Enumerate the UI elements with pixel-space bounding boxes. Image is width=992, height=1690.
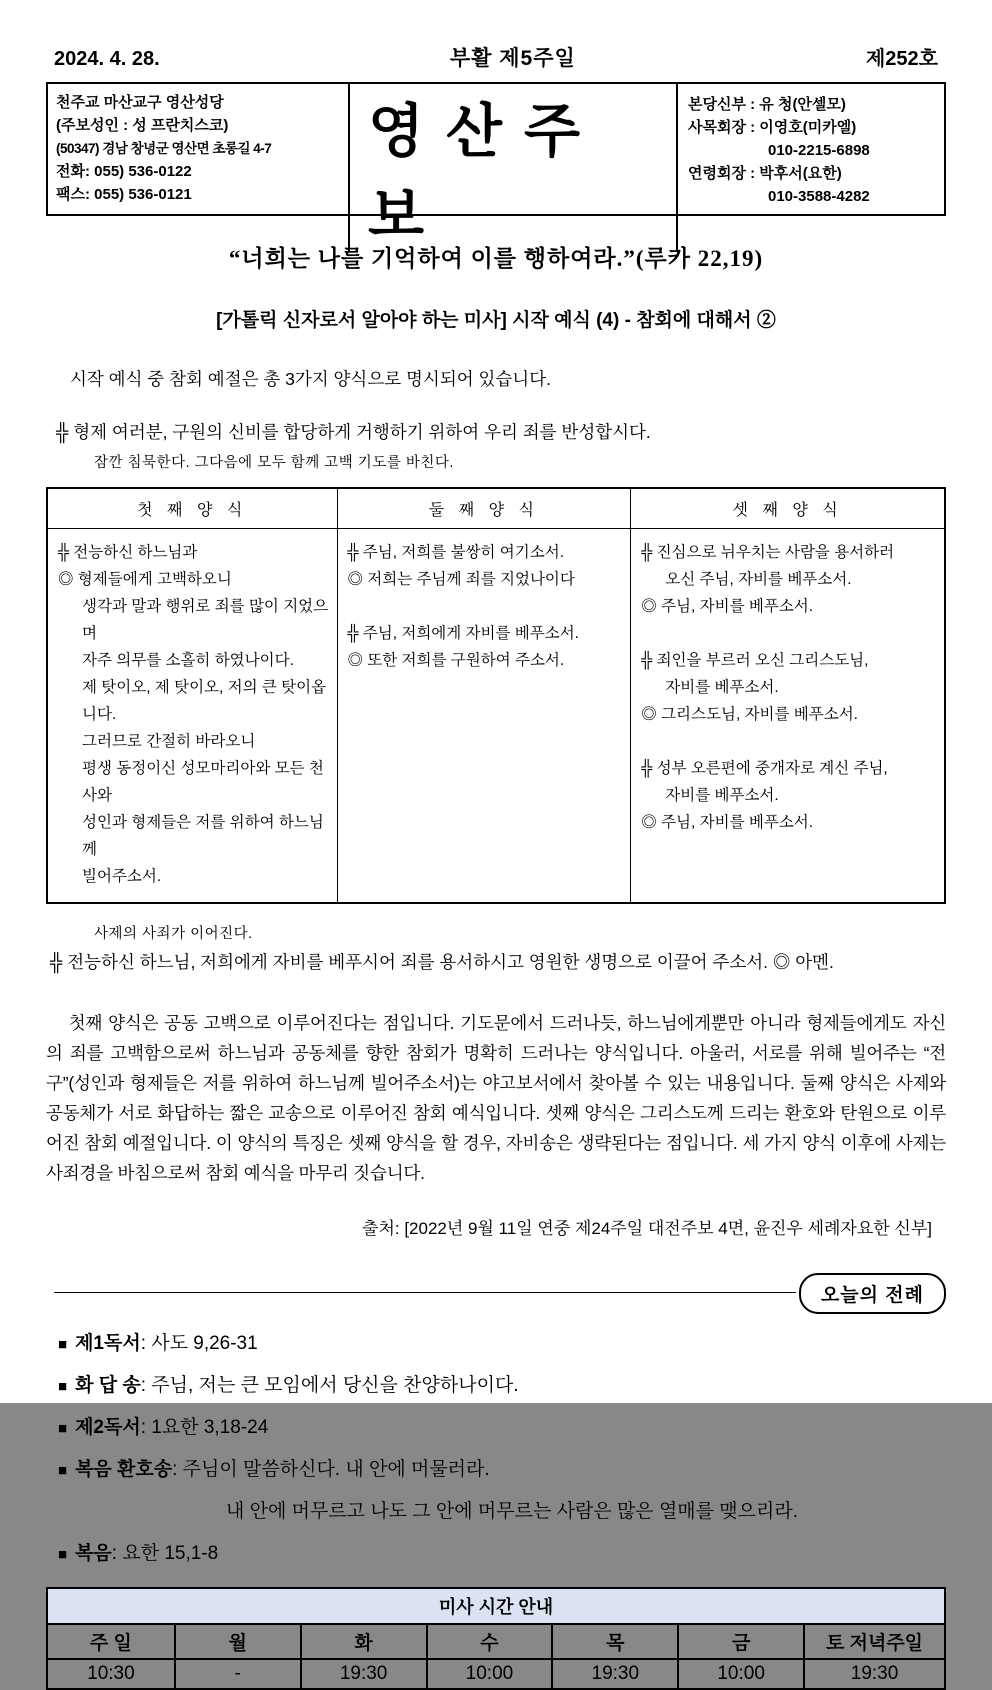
schedule-day: 수	[426, 1625, 552, 1660]
schedule-day: 금	[677, 1625, 803, 1660]
reading-item	[58, 1370, 946, 1397]
schedule-time: 19:30	[300, 1660, 426, 1688]
reading-text: : 사도 9,26-31	[140, 1332, 258, 1354]
prayer-line: ╬ 성부 오른편에 중개자로 계신 주님,	[641, 759, 888, 777]
square-bullet-icon: ■	[58, 1419, 68, 1437]
schedule-day: 월	[174, 1625, 300, 1660]
schedule-day: 토 저녁주일	[803, 1625, 944, 1660]
issue-date: 2024. 4. 28.	[54, 48, 160, 70]
spacer	[348, 593, 625, 620]
church-name: 천주교 마산교구 영산성당	[56, 94, 224, 111]
schedule-time: 10:00	[426, 1660, 552, 1688]
square-bullet-icon: ■	[58, 1377, 68, 1395]
absolution-block	[46, 924, 946, 976]
staff-box	[676, 84, 944, 252]
reading-text: : 요한 15,1-8	[111, 1542, 219, 1564]
form3-header: 셋 째 양 식	[631, 489, 944, 529]
schedule-day: 주 일	[48, 1625, 174, 1660]
pastoral-president-line: 사목회장 : 이영호(미카엘)	[688, 119, 857, 136]
reading-label: 복음 환호송	[75, 1458, 173, 1480]
prayer-line: ◎ 그리스도님, 자비를 베푸소서.	[641, 705, 858, 723]
prayer-line: 생각과 말과 행위로 죄를 많이 지었으며	[82, 597, 329, 642]
readings-list	[46, 1328, 946, 1565]
schedule-day: 화	[300, 1625, 426, 1660]
reading-label: 제2독서	[75, 1416, 141, 1438]
mass-schedule-days-row	[48, 1625, 944, 1660]
prayer-line: ╬ 죄인을 부르러 오신 그리스도님,	[641, 651, 869, 669]
schedule-time: 19:30	[551, 1660, 677, 1688]
prayer-line: 그러므로 간절히 바라오니	[82, 732, 256, 750]
section-divider	[46, 1273, 946, 1313]
mass-schedule-table	[46, 1587, 946, 1690]
reading-item	[58, 1412, 946, 1439]
schedule-time: 19:30	[803, 1660, 944, 1688]
purgatorial-president-phone: 010-3588-4282	[768, 188, 870, 205]
church-address: (50347) 경남 창녕군 영산면 초롱길 4-7	[56, 141, 272, 156]
intro-line: 시작 예식 중 참회 예절은 총 3가지 양식으로 명시되어 있습니다.	[70, 369, 551, 389]
purgatorial-president-line: 연령회장 : 박후서(요한)	[688, 165, 842, 182]
spacer	[641, 620, 938, 647]
prayer-line: ◎ 저희는 주님께 죄를 지었나이다	[347, 570, 575, 588]
reading-text: 내 안에 머무르고 나도 그 안에 머무르는 사람은 많은 열매를 맺으리라.	[226, 1500, 798, 1522]
masthead	[46, 82, 946, 249]
reading-text: : 1요한 3,18-24	[140, 1416, 269, 1438]
prayer-line: ╬ 주님, 저희를 불쌍히 여기소서.	[347, 543, 564, 561]
square-bullet-icon: ■	[58, 1545, 68, 1563]
issue-number: 제252호	[865, 48, 938, 70]
source-citation: 출처: [2022년 9월 11일 연중 제24주일 대전주보 4면, 윤진우 세례자요한 신부]	[362, 1218, 932, 1238]
reading-item	[58, 1538, 946, 1565]
church-info-box	[48, 84, 350, 252]
patron-saint: (주보성인 : 성 프란치스코)	[56, 117, 229, 134]
reading-text: : 주님, 저는 큰 모임에서 당신을 찬양하나이다.	[140, 1374, 519, 1396]
section-badge: 오늘의 전례	[799, 1273, 946, 1314]
pastor-line: 본당신부 : 유 청(안셀모)	[688, 96, 846, 113]
form3-cell	[631, 529, 944, 902]
absolution-prayer: ╬ 전능하신 하느님, 저희에게 자비를 베푸시어 죄를 용서하시고 영원한 생명으로 이끌어 주소서. ◎ 아멘.	[50, 952, 834, 973]
prayer-line: 평생 동정이신 성모마리아와 모든 천사와	[82, 759, 324, 804]
rubric-silence: 잠깐 침묵한다. 그다음에 모두 함께 고백 기도를 바친다.	[94, 455, 454, 472]
form1-header: 첫 째 양 식	[48, 489, 337, 529]
mass-schedule-title: 미사 시간 안내	[48, 1589, 944, 1625]
penitential-forms-table	[46, 487, 946, 904]
reading-label: 복음	[75, 1542, 112, 1564]
prayer-line: ╬ 전능하신 하느님과	[58, 543, 198, 561]
prayer-line: ╬ 진심으로 뉘우치는 사람을 용서하러	[641, 543, 895, 561]
schedule-time: -	[174, 1660, 300, 1688]
prayer-line: ╬ 주님, 저희에게 자비를 베푸소서.	[347, 624, 579, 642]
spacer	[641, 728, 938, 755]
reading-text: : 주님이 말씀하신다. 내 안에 머물러라.	[172, 1458, 490, 1480]
bulletin-title: 영산주보	[368, 97, 603, 249]
scripture-quote: “너희는 나를 기억하여 이를 행하여라.”(루카 22,19)	[228, 246, 764, 271]
square-bullet-icon: ■	[58, 1461, 68, 1479]
prayer-line: 성인과 형제들은 저를 위하여 하느님께	[82, 813, 324, 858]
priest-invitation-line: ╬ 형제 여러분, 구원의 신비를 합당하게 거행하기 위하여 우리 죄를 반성합시다.	[56, 422, 651, 443]
church-fax: 팩스: 055) 536-0121	[56, 186, 192, 203]
reading-item	[58, 1454, 946, 1481]
prayer-line: 제 탓이오, 제 탓이오, 저의 큰 탓이옵니다.	[82, 678, 327, 723]
prayer-line: ◎ 주님, 자비를 베푸소서.	[641, 597, 814, 615]
feast-title: 부활 제5주일	[449, 47, 576, 70]
reading-continuation	[58, 1496, 946, 1523]
reading-label: 화 답 송	[75, 1374, 141, 1396]
pastoral-president-phone: 010-2215-6898	[768, 142, 870, 159]
prayer-line: ◎ 또한 저희를 구원하여 주소서.	[347, 651, 565, 669]
article-intro	[46, 366, 946, 475]
form2-header: 둘 째 양 식	[337, 489, 632, 529]
article-title: [가톨릭 신자로서 알아야 하는 미사] 시작 예식 (4) - 참회에 대해서 ②	[216, 310, 776, 331]
top-strip	[46, 42, 946, 72]
form2-cell	[337, 529, 632, 902]
mass-schedule-times-row	[48, 1660, 944, 1688]
divider-line	[54, 1292, 796, 1293]
prayer-line: 자주 의무를 소홀히 하였나이다.	[82, 651, 294, 669]
prayer-line: 자비를 베푸소서.	[665, 678, 779, 696]
schedule-time: 10:30	[87, 1662, 135, 1684]
rubric-absolution: 사제의 사죄가 이어진다.	[94, 925, 253, 942]
church-phone: 전화: 055) 536-0122	[56, 163, 192, 180]
schedule-time: 10:00	[677, 1660, 803, 1688]
reading-item	[58, 1328, 946, 1355]
prayer-line: 빌어주소서.	[82, 867, 162, 885]
square-bullet-icon: ■	[58, 1335, 68, 1353]
reading-label: 제1독서	[75, 1332, 141, 1354]
prayer-line: 자비를 베푸소서.	[665, 786, 779, 804]
explanation-paragraph: 첫째 양식은 공동 고백으로 이루어진다는 점입니다. 기도문에서 드러나듯, 하느님에게뿐만 아니라 형제들에게도 자신의 죄를 고백함으로써 하느님과 공동체를 향한 참회가 명확히 드러나는 양식입니다. 아울러, 서로를 위해 빌어주는 “전구”(성인과 형제들은 저를 위하여 하느님께 빌어주소서)는 야고보서에서 찾아볼 수 있는 내용입니다. 둘째 양식은 사제와 공동체가 서로 화답하는 짧은 교송으로 이루어진 참회 예식입니다. 셋째 양식은 그리스도께 드리는 환호와 탄원으로 이루어진 참회 예절입니다. 이 양식의 특징은 셋째 양식을 할 경우, 자비송은 생략된다는 점입니다. 세 가지 양식 이후에 사제는 사죄경을 바침으로써 참회 예식을 마무리 짓습니다.	[46, 1012, 946, 1183]
form1-cell	[48, 529, 337, 902]
prayer-line: ◎ 형제들에게 고백하오니	[58, 570, 232, 588]
prayer-line: 오신 주님, 자비를 베푸소서.	[665, 570, 852, 588]
schedule-day: 목	[551, 1625, 677, 1660]
prayer-line: ◎ 주님, 자비를 베푸소서.	[641, 813, 814, 831]
